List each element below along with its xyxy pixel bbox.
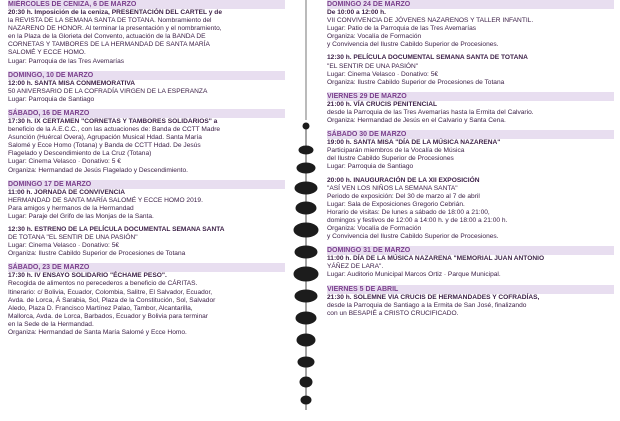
event-line: domingos y festivos de 12:00 a 14:00 h. y de 18:00 a 21:00 h. bbox=[327, 216, 508, 224]
event-line: Lugar: Paraje del Grifo de las Monjas de la Santa. bbox=[8, 212, 154, 220]
right-column bbox=[327, 0, 614, 323]
event-line: HERMANDAD DE SANTA MARÍA SALOMÉ Y ECCE HOMO 2019. bbox=[8, 196, 203, 204]
event-block bbox=[327, 0, 614, 49]
event-line: "ASÍ VEN LOS NIÑOS LA SEMANA SANTA" bbox=[327, 184, 458, 192]
event-line: Lugar: Cinema Velasco · Donativo: 5 € bbox=[8, 158, 121, 166]
event-date: DOMINGO 17 DE MARZO bbox=[8, 180, 285, 189]
event-line: Lugar: Parroquia de Santiago bbox=[8, 95, 95, 103]
event-line: beneficio de la A.E.C.C., con las actuaciones de: Banda de CCTT Madre bbox=[8, 126, 221, 134]
event-line: "EL SENTIR DE UNA PASIÓN" bbox=[327, 62, 419, 70]
event-line: Avda. de Lorca, Á Sarabia, Sol, Plaza de la Constitución, Sol, Salvador bbox=[8, 296, 216, 304]
event-line: y Convivencia del Ilustre Cabildo Superior de Procesiones. bbox=[327, 41, 499, 49]
event-line: 21:30 h. SOLEMNE VIA CRUCIS DE HERMANDADES Y COFRADÍAS, bbox=[327, 293, 540, 301]
event-date: VIERNES 29 DE MARZO bbox=[327, 92, 614, 101]
event-line: Organiza: Vocalía de Formación bbox=[327, 33, 422, 41]
event-line: Mallorca, Avda. de Lorca, Barbados, Ecuador y Bolivia para terminar bbox=[8, 312, 208, 320]
event-line: Organiza: Hermandad de Jesús Flagelado y Descendimiento. bbox=[8, 166, 188, 174]
event-line: del Ilustre Cabildo Superior de Procesiones bbox=[327, 155, 454, 163]
event-line: Aledo, Plaza D. Francisco Martínez Palao, Tambor, Alcantarilla, bbox=[8, 304, 193, 312]
event-line: 11:00 h. DÍA DE LA MÚSICA NAZARENA "MEMORIAL JUAN ANTONIO bbox=[327, 255, 545, 263]
event-line: 12:30 h. PELÍCULA DOCUMENTAL SEMANA SANTA DE TOTANA bbox=[327, 54, 528, 62]
event-line: en la Sede de la Hermandad. bbox=[8, 320, 94, 328]
event-line: Periodo de exposición: Del 30 de marzo al 7 de abril bbox=[327, 192, 480, 200]
event-line: 50 ANIVERSARIO DE LA COFRADÍA VIRGEN DE LA ESPERANZA bbox=[8, 87, 208, 95]
event-line: 19:00 h. SANTA MISA "DÍA DE LA MÚSICA NAZARENA" bbox=[327, 139, 501, 147]
event-line: YÁÑEZ DE LARA". bbox=[327, 263, 384, 271]
event-line: en la Plaza de la Glorieta del Convento, actuación de la BANDA DE bbox=[8, 33, 206, 41]
event-line: SALOMÉ Y ECCE HOMO. bbox=[8, 49, 86, 57]
event-line: 17:30 h. IX CERTAMEN "CORNETAS Y TAMBORES SOLIDARIOS" a bbox=[8, 117, 218, 125]
event-line: Lugar: Auditorio Municipal Marcos Ortiz · Parque Municipal. bbox=[327, 271, 501, 279]
event-line: Organiza: Vocalía de Formación bbox=[327, 225, 422, 233]
event-line: 12:00 h. SANTA MISA CONMEMORATIVA bbox=[8, 79, 135, 87]
event-date: DOMINGO 31 DE MARZO bbox=[327, 246, 614, 255]
event-block bbox=[327, 246, 614, 279]
event-block bbox=[8, 263, 285, 337]
event-line: Para amigos y hermanos de la Hermandad bbox=[8, 204, 134, 212]
event-block bbox=[8, 71, 285, 104]
event-line: Flagelado y Descendimiento de La Cruz (Totana) bbox=[8, 150, 152, 158]
event-line: 12:30 h. ESTRENO DE LA PELÍCULA DOCUMENTAL SEMANA SANTA bbox=[8, 225, 225, 233]
rosary-icon bbox=[294, 0, 318, 410]
event-line: 21:00 h. VÍA CRUCIS PENITENCIAL bbox=[327, 100, 438, 108]
event-date: DOMINGO 24 DE MARZO bbox=[327, 0, 614, 9]
event-line: Participarán miembros de la Vocalía de Música bbox=[327, 147, 465, 155]
event-block bbox=[327, 54, 614, 86]
event-date: SÁBADO, 23 DE MARZO bbox=[8, 263, 285, 272]
event-block bbox=[8, 109, 285, 175]
event-line: 17:30 h. IV ENSAYO SOLIDARIO "ÉCHAME PESO". bbox=[8, 272, 167, 280]
event-block bbox=[327, 130, 614, 171]
event-line: Lugar: Sala de Exposiciones Gregorio Cebrián. bbox=[327, 200, 465, 208]
rosary-illustration bbox=[284, 0, 328, 421]
event-date: MIÉRCOLES DE CENIZA, 6 DE MARZO bbox=[8, 0, 285, 9]
event-block bbox=[327, 92, 614, 125]
left-column bbox=[8, 0, 285, 342]
event-block bbox=[327, 285, 614, 318]
event-block bbox=[8, 180, 285, 221]
event-line: la REVISTA DE LA SEMANA SANTA DE TOTANA. Nombramiento del bbox=[8, 17, 212, 25]
event-line: Lugar: Parroquia de Santiago bbox=[327, 163, 414, 171]
event-line: 20:00 h. INAUGURACIÓN DE LA XII EXPOSICIÓN bbox=[327, 176, 480, 184]
event-line: NAZARENO DE HONOR. Al terminar la presentación y el nombramiento, bbox=[8, 25, 222, 33]
event-date: VIERNES 5 DE ABRIL bbox=[327, 285, 614, 294]
event-date: SÁBADO, 16 DE MARZO bbox=[8, 109, 285, 118]
event-line: Organiza: Ilustre Cabildo Superior de Procesiones de Totana bbox=[8, 250, 186, 258]
event-line: Organiza: Hermandad de Jesús en el Calvario y Santa Cena. bbox=[327, 117, 506, 125]
event-line: Salomé y Ecce Homo (Totana) y Banda de CCTT Hdad. De Jesús bbox=[8, 142, 201, 150]
event-line: Lugar: Cinema Velasco · Donativo: 5€ bbox=[327, 70, 439, 78]
event-line: Organiza: Hermandad de Santa María Salomé y Ecce Homo. bbox=[8, 329, 187, 336]
event-line: Asunción (Huércal Overa), Agrupación Musical Hdad. Santa María bbox=[8, 134, 202, 142]
event-line: 20:30 h. Imposición de la ceniza, PRESENTACIÓN DEL CARTEL y de bbox=[8, 9, 222, 16]
event-block bbox=[8, 0, 285, 66]
event-block bbox=[8, 226, 285, 258]
event-line: desde la Parroquia de Santiago a la Ermita de San José, finalizando bbox=[327, 301, 527, 309]
event-line: Organiza: Ilustre Cabildo Superior de Procesiones de Totana bbox=[327, 78, 505, 86]
event-block bbox=[327, 177, 614, 242]
event-line: Lugar: Cinema Velasco · Donativo: 5€ bbox=[8, 242, 120, 250]
event-line: 11:00 h. JORNADA DE CONVIVENCIA bbox=[8, 188, 126, 196]
event-line: CORNETAS Y TAMBORES DE LA HERMANDAD DE SANTA MARÍA bbox=[8, 41, 210, 49]
event-line: Horario de visitas: De lunes a sábado de 18:00 a 21:00, bbox=[327, 208, 490, 216]
event-line: desde la Parroquia de las Tres Avemarías hasta la Ermita del Calvario. bbox=[327, 108, 534, 116]
event-line: Lugar: Patio de la Parroquia de las Tres Avemarías bbox=[327, 25, 477, 33]
event-line: Itinerario: c/ Bolivia, Ecuador, Colombia, Salitre, El Salvador, Ecuador, bbox=[8, 288, 213, 296]
event-line: VII CONVIVENCIA DE JÓVENES NAZARENOS Y TALLER INFANTIL. bbox=[327, 17, 534, 25]
event-line: Lugar: Parroquia de las Tres Avemarías bbox=[8, 57, 125, 65]
event-line: con un BESAPIÉ a CRISTO CRUCIFICADO. bbox=[327, 309, 459, 317]
event-line: DE TOTANA "EL SENTIR DE UNA PASIÓN" bbox=[8, 234, 138, 242]
event-date: SÁBADO 30 DE MARZO bbox=[327, 130, 614, 139]
event-date: DOMINGO, 10 DE MARZO bbox=[8, 71, 285, 80]
event-line: De 10:00 a 12:00 h. bbox=[327, 9, 387, 16]
event-line: y Convivencia del Ilustre Cabildo Superior de Procesiones. bbox=[327, 233, 499, 241]
event-line: Recogida de alimentos no perecederos a beneficio de CÁRITAS. bbox=[8, 280, 198, 288]
